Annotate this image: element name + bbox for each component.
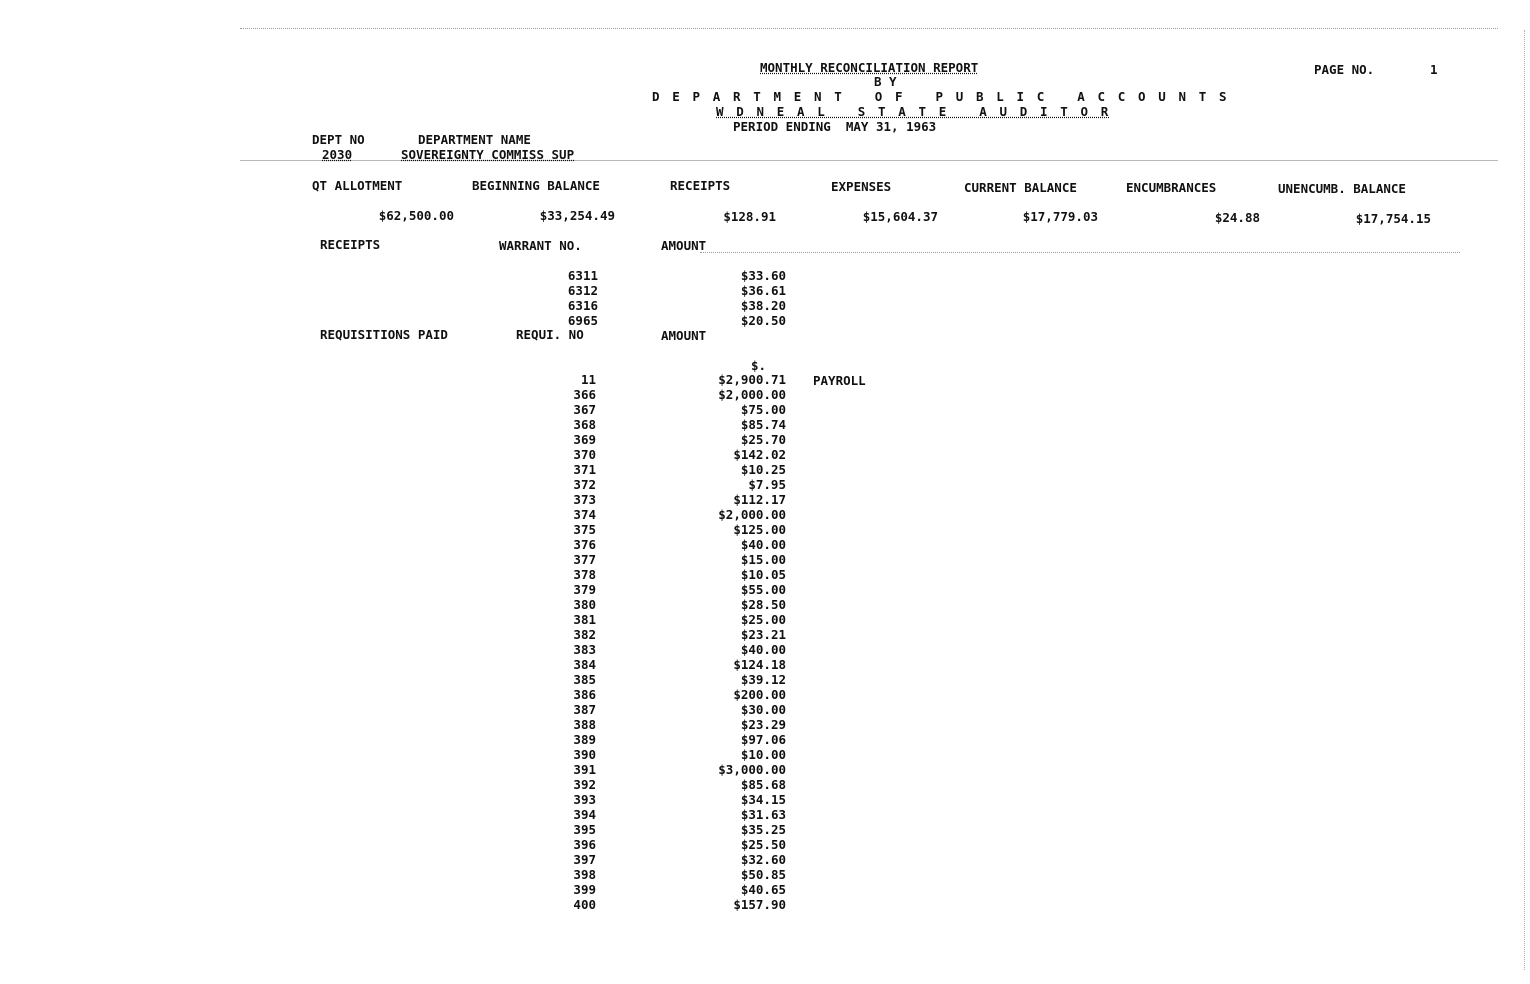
requisition-amount: $34.15 xyxy=(740,792,786,807)
requisition-no: 382 xyxy=(573,627,596,642)
summary-header-allotment: QT ALLOTMENT xyxy=(312,178,403,193)
requisition-amount: $15.00 xyxy=(740,552,786,567)
receipts-col-amount: AMOUNT xyxy=(661,238,707,253)
requisition-amount: $85.74 xyxy=(740,417,786,432)
requisition-amount: $2,000.00 xyxy=(718,507,786,522)
right-edge xyxy=(1524,30,1525,970)
top-perforation xyxy=(240,28,1498,29)
requisition-amount: $30.00 xyxy=(740,702,786,717)
summary-header-current: CURRENT BALANCE xyxy=(964,180,1077,195)
requisition-no: 369 xyxy=(573,432,596,447)
requisition-amount: $25.70 xyxy=(740,432,786,447)
requisition-no: 399 xyxy=(573,882,596,897)
dollar-marker: $. xyxy=(751,358,767,373)
summary-value-allotment: $62,500.00 xyxy=(378,208,454,223)
requisition-no: 368 xyxy=(573,417,596,432)
summary-value-unencumbered: $17,754.15 xyxy=(1355,211,1431,226)
requisition-amount: $50.85 xyxy=(740,867,786,882)
requisition-no: 381 xyxy=(573,612,596,627)
requisition-no: 371 xyxy=(573,462,596,477)
requisition-amount: $10.05 xyxy=(740,567,786,582)
receipts-col-warrant: WARRANT NO. xyxy=(499,238,582,253)
page-label: PAGE NO. xyxy=(1314,62,1375,77)
summary-value-beginning: $33,254.49 xyxy=(539,208,615,223)
requisition-no: 390 xyxy=(573,747,596,762)
requisition-amount: $23.21 xyxy=(740,627,786,642)
requisition-no: 372 xyxy=(573,477,596,492)
requisition-amount: $157.90 xyxy=(733,897,786,912)
requisition-amount: $40.00 xyxy=(740,537,786,552)
requisition-amount: $7.95 xyxy=(748,477,786,492)
requisition-amount: $40.65 xyxy=(740,882,786,897)
requisition-amount: $35.25 xyxy=(740,822,786,837)
receipt-amount: $38.20 xyxy=(740,298,786,313)
requisition-no: 370 xyxy=(573,447,596,462)
receipts-amount-column xyxy=(680,268,786,328)
requisition-amount: $55.00 xyxy=(740,582,786,597)
requisition-amount: $200.00 xyxy=(733,687,786,702)
dept-name-label: DEPARTMENT NAME xyxy=(418,132,531,147)
requisition-amount: $10.25 xyxy=(740,462,786,477)
requisition-no: 396 xyxy=(573,837,596,852)
requisition-amount: $2,900.71 xyxy=(718,372,786,387)
summary-value-current: $17,779.03 xyxy=(1022,209,1098,224)
requisition-amount: $85.68 xyxy=(740,777,786,792)
requisition-no: 379 xyxy=(573,582,596,597)
summary-value-expenses: $15,604.37 xyxy=(862,209,938,224)
summary-header-unencumbered: UNENCUMB. BALANCE xyxy=(1278,181,1406,196)
requisition-no: 11 xyxy=(580,372,596,387)
receipts-title: RECEIPTS xyxy=(320,237,381,252)
dept-no-value: 2030 xyxy=(322,147,353,162)
requisition-no: 400 xyxy=(573,897,596,912)
requisition-no: 395 xyxy=(573,822,596,837)
requisition-amount: $3,000.00 xyxy=(718,762,786,777)
department-line: D E P A R T M E N T O F P U B L I C A C C O U N T S xyxy=(652,89,1230,104)
requisition-no: 391 xyxy=(573,762,596,777)
receipt-amount: $20.50 xyxy=(740,313,786,328)
requisition-amount: $112.17 xyxy=(733,492,786,507)
requisition-amount: $97.06 xyxy=(740,732,786,747)
requisition-no: 384 xyxy=(573,657,596,672)
requisition-no: 392 xyxy=(573,777,596,792)
requisitions-number-column xyxy=(520,372,596,912)
receipts-warrant-column xyxy=(520,268,598,328)
requisition-no: 366 xyxy=(573,387,596,402)
requisition-amount: $142.02 xyxy=(733,447,786,462)
requisition-amount: $40.00 xyxy=(740,642,786,657)
requisition-amount: $31.63 xyxy=(740,807,786,822)
requisition-no: 393 xyxy=(573,792,596,807)
report-by: B Y xyxy=(874,74,897,89)
requisition-no: 388 xyxy=(573,717,596,732)
requisition-no: 375 xyxy=(573,522,596,537)
receipt-amount: $36.61 xyxy=(740,283,786,298)
summary-header-encumbrances: ENCUMBRANCES xyxy=(1126,180,1217,195)
requisition-no: 398 xyxy=(573,867,596,882)
requisition-no: 367 xyxy=(573,402,596,417)
page-number: 1 xyxy=(1430,62,1438,77)
requisition-amount: $2,000.00 xyxy=(718,387,786,402)
requisitions-col-no: REQUI. NO xyxy=(516,327,584,342)
period-ending: PERIOD ENDING MAY 31, 1963 xyxy=(733,119,937,134)
summary-header-expenses: EXPENSES xyxy=(831,179,892,194)
receipt-amount: $33.60 xyxy=(740,268,786,283)
requisition-no: 377 xyxy=(573,552,596,567)
requisition-no: 383 xyxy=(573,642,596,657)
requisition-no: 373 xyxy=(573,492,596,507)
requisition-amount: $75.00 xyxy=(740,402,786,417)
receipt-warrant-no: 6312 xyxy=(567,283,598,298)
summary-value-encumbrances: $24.88 xyxy=(1214,210,1260,225)
report-title: MONTHLY RECONCILIATION REPORT xyxy=(760,60,979,75)
requisitions-col-amount: AMOUNT xyxy=(661,328,707,343)
requisition-amount: $39.12 xyxy=(740,672,786,687)
requisition-no: 376 xyxy=(573,537,596,552)
auditor-line: W D N E A L S T A T E A U D I T O R xyxy=(716,104,1111,119)
requisition-amount: $25.00 xyxy=(740,612,786,627)
receipt-warrant-no: 6316 xyxy=(567,298,598,313)
requisition-amount: $10.00 xyxy=(740,747,786,762)
requisition-amount: $124.18 xyxy=(733,657,786,672)
summary-rule xyxy=(700,252,1460,253)
requisition-amount: $125.00 xyxy=(733,522,786,537)
payroll-note: PAYROLL xyxy=(813,373,866,388)
requisition-no: 389 xyxy=(573,732,596,747)
requisition-no: 397 xyxy=(573,852,596,867)
requisition-no: 380 xyxy=(573,597,596,612)
dept-name-value: SOVEREIGNTY COMMISS SUP xyxy=(401,147,575,162)
requisition-amount: $25.50 xyxy=(740,837,786,852)
requisition-no: 387 xyxy=(573,702,596,717)
summary-value-receipts: $128.91 xyxy=(723,209,776,224)
requisition-amount: $32.60 xyxy=(740,852,786,867)
requisition-no: 386 xyxy=(573,687,596,702)
requisition-no: 385 xyxy=(573,672,596,687)
summary-header-receipts: RECEIPTS xyxy=(670,178,731,193)
requisition-no: 374 xyxy=(573,507,596,522)
receipt-warrant-no: 6965 xyxy=(567,313,598,328)
requisition-amount: $28.50 xyxy=(740,597,786,612)
summary-header-beginning: BEGINNING BALANCE xyxy=(472,178,600,193)
dept-no-label: DEPT NO xyxy=(312,132,365,147)
requisition-no: 378 xyxy=(573,567,596,582)
requisition-amount: $23.29 xyxy=(740,717,786,732)
requisitions-title: REQUISITIONS PAID xyxy=(320,327,448,342)
requisition-no: 394 xyxy=(573,807,596,822)
receipt-warrant-no: 6311 xyxy=(567,268,598,283)
requisitions-amount-column xyxy=(680,372,786,912)
